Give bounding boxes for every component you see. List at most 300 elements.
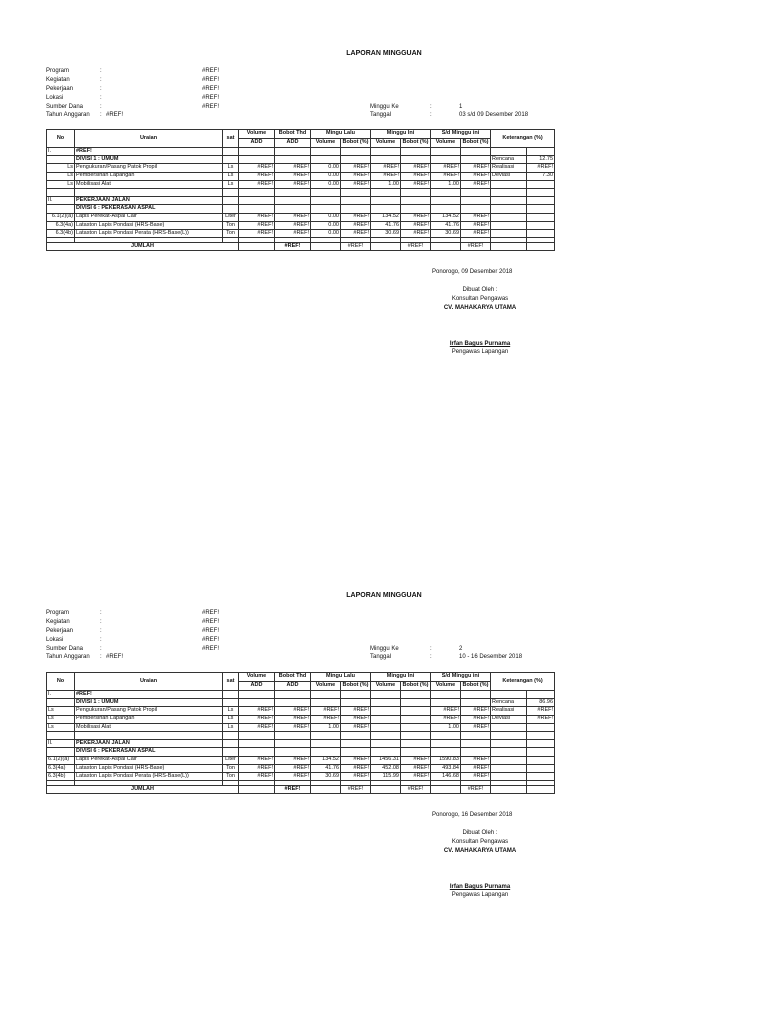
row-sd-volume: 146.68	[431, 772, 461, 780]
header-volume: Volume	[311, 139, 341, 148]
row-uraian: Pembersihan Lapangan	[75, 172, 223, 180]
row-uraian: Pengukuran/Pasang Patok Propil	[75, 707, 223, 715]
row-sd-volume	[431, 197, 461, 205]
row-ini-bobot: #REF!	[401, 172, 431, 180]
row-lalu-volume	[311, 148, 341, 156]
header-bobot-pct: Bobot (%)	[341, 139, 371, 148]
row-no	[47, 731, 75, 739]
table-body	[47, 691, 555, 781]
row-volume-add: #REF!	[239, 180, 275, 188]
row-sat: Ton	[223, 772, 239, 780]
row-sat	[223, 205, 239, 213]
row-bobot-add	[275, 699, 311, 707]
row-volume-add: #REF!	[239, 756, 275, 764]
row-keterangan-value	[527, 197, 555, 205]
row-uraian: Mobilisasi Alat	[75, 723, 223, 731]
row-ini-volume: 41.76	[371, 221, 401, 229]
row-sd-volume	[431, 731, 461, 739]
row-sd-volume	[431, 691, 461, 699]
row-keterangan-label	[491, 197, 527, 205]
row-lalu-bobot	[341, 699, 371, 707]
row-no	[47, 748, 75, 756]
header-volume: Volume	[371, 682, 401, 691]
row-keterangan-label: Rencana	[491, 156, 527, 164]
row-volume-add: #REF!	[239, 164, 275, 172]
info-label: Pekerjaan	[46, 86, 74, 92]
header-sat: sat	[223, 673, 239, 691]
company-name: CV. MAHAKARYA UTAMA	[443, 848, 517, 854]
table-row	[47, 748, 555, 756]
row-keterangan-label	[491, 756, 527, 764]
signer-position: Pengawas Lapangan	[451, 892, 509, 898]
row-bobot-add	[275, 740, 311, 748]
row-volume-add: #REF!	[239, 772, 275, 780]
table-row	[47, 723, 555, 731]
row-keterangan-value	[527, 764, 555, 772]
row-ini-bobot: #REF!	[401, 756, 431, 764]
row-lalu-volume	[311, 691, 341, 699]
row-no: Ls	[47, 180, 75, 188]
row-lalu-bobot: #REF!	[341, 180, 371, 188]
report-title: LAPORAN MINGGUAN	[346, 592, 422, 599]
info-label: Lokasi	[46, 95, 64, 101]
header-mingu-lalu: Mingu Lalu	[311, 130, 371, 139]
row-ini-bobot	[401, 715, 431, 723]
row-bobot-add	[275, 748, 311, 756]
row-sd-volume	[431, 748, 461, 756]
row-sd-volume: 1.00	[431, 723, 461, 731]
row-lalu-volume: 0.00	[311, 164, 341, 172]
row-bobot-add: #REF!	[275, 213, 311, 221]
row-lalu-bobot: #REF!	[341, 213, 371, 221]
row-ini-bobot	[401, 148, 431, 156]
row-lalu-bobot: #REF!	[341, 229, 371, 237]
row-keterangan-label: Deviasi	[491, 715, 527, 723]
row-sd-volume	[431, 740, 461, 748]
row-ini-volume	[371, 205, 401, 213]
total-ini: #REF!	[401, 786, 431, 794]
header-no: No	[47, 130, 75, 148]
tanggal-label: Tanggal	[370, 654, 392, 660]
row-sat: Ls	[223, 164, 239, 172]
info-value: #REF!	[202, 68, 220, 74]
row-ini-bobot	[401, 691, 431, 699]
header-add: ADD	[239, 139, 275, 148]
row-sat: Ls	[223, 723, 239, 731]
row-keterangan-value	[527, 756, 555, 764]
row-lalu-volume: 30.69	[311, 772, 341, 780]
row-uraian: Lataston Lapis Pondasi (HRS-Base)	[75, 221, 223, 229]
table-row	[47, 197, 555, 205]
row-ini-bobot	[401, 748, 431, 756]
row-volume-add	[239, 740, 275, 748]
row-lalu-bobot: #REF!	[341, 764, 371, 772]
colon: :	[430, 104, 432, 110]
table-row	[47, 148, 555, 156]
row-sd-bobot	[461, 156, 491, 164]
header-volume: Volume	[239, 673, 275, 682]
row-sd-volume: 134.52	[431, 213, 461, 221]
total-sd: #REF!	[461, 786, 491, 794]
row-keterangan-value	[527, 205, 555, 213]
row-lalu-volume	[311, 188, 341, 196]
header-add: ADD	[239, 682, 275, 691]
row-no: 6.1(2)(a)	[47, 756, 75, 764]
dibuat-oleh: Dibuat Oleh :	[462, 287, 498, 293]
place-date: Ponorogo, 16 Desember 2018	[432, 812, 513, 818]
total-bobot: #REF!	[275, 786, 311, 794]
row-bobot-add: #REF!	[275, 772, 311, 780]
row-ini-bobot: #REF!	[401, 180, 431, 188]
row-sat	[223, 691, 239, 699]
header-sd-minggu-ini: S/d Minggu ini	[431, 130, 491, 139]
row-sat: Ls	[223, 172, 239, 180]
row-bobot-add: #REF!	[275, 764, 311, 772]
row-keterangan-label	[491, 772, 527, 780]
row-sd-bobot	[461, 148, 491, 156]
info-value: #REF!	[202, 95, 220, 101]
row-volume-add	[239, 205, 275, 213]
row-uraian: #REF!	[75, 691, 223, 699]
row-uraian: DIVISI 6 : PEKERASAN ASPAL	[75, 748, 223, 756]
header-uraian: Uraian	[75, 673, 223, 691]
row-sat	[223, 740, 239, 748]
row-sat	[223, 731, 239, 739]
row-keterangan-value: #REF!	[527, 707, 555, 715]
row-sd-bobot	[461, 691, 491, 699]
minggu-value: 2	[459, 646, 463, 652]
progress-table	[46, 129, 555, 251]
info-value: #REF!	[202, 77, 220, 83]
row-ini-bobot	[401, 699, 431, 707]
row-volume-add	[239, 691, 275, 699]
row-ini-bobot: #REF!	[401, 213, 431, 221]
row-ini-volume: 30.69	[371, 229, 401, 237]
row-sat	[223, 197, 239, 205]
table-row	[47, 180, 555, 188]
table-row	[47, 172, 555, 180]
header-uraian: Uraian	[75, 130, 223, 148]
row-ini-volume	[371, 731, 401, 739]
table-row	[47, 156, 555, 164]
row-volume-add: #REF!	[239, 172, 275, 180]
colon: :	[100, 619, 102, 625]
row-sd-bobot	[461, 731, 491, 739]
table-row	[47, 699, 555, 707]
row-keterangan-label	[491, 205, 527, 213]
row-bobot-add: #REF!	[275, 723, 311, 731]
row-lalu-volume	[311, 156, 341, 164]
row-sd-volume: 1.00	[431, 180, 461, 188]
row-sd-bobot: #REF!	[461, 180, 491, 188]
row-lalu-volume	[311, 740, 341, 748]
row-volume-add	[239, 731, 275, 739]
row-no: Ls	[47, 707, 75, 715]
row-keterangan-label	[491, 221, 527, 229]
row-uraian: Lataston Lapis Pondasi Perata (HRS-Base(L))	[75, 229, 223, 237]
row-ini-volume: 1456.31	[371, 756, 401, 764]
row-bobot-add: #REF!	[275, 756, 311, 764]
colon: :	[100, 610, 102, 616]
row-volume-add: #REF!	[239, 715, 275, 723]
row-bobot-add	[275, 197, 311, 205]
info-label: Lokasi	[46, 637, 64, 643]
header-bobot-pct: Bobot (%)	[461, 682, 491, 691]
row-ini-volume	[371, 748, 401, 756]
row-volume-add	[239, 748, 275, 756]
colon: :	[100, 112, 102, 118]
header-add: ADD	[275, 682, 311, 691]
header-bobot-pct: Bobot (%)	[401, 682, 431, 691]
table-row	[47, 756, 555, 764]
header-bobot-pct: Bobot (%)	[401, 139, 431, 148]
row-no: 6.1(2)(a)	[47, 213, 75, 221]
report-title: LAPORAN MINGGUAN	[346, 50, 422, 57]
row-volume-add	[239, 699, 275, 707]
row-bobot-add: #REF!	[275, 229, 311, 237]
info-value: #REF!	[202, 619, 220, 625]
row-no	[47, 205, 75, 213]
row-ini-volume: 452.08	[371, 764, 401, 772]
row-uraian: DIVISI 1 : UMUM	[75, 699, 223, 707]
colon: :	[100, 646, 102, 652]
colon: :	[100, 68, 102, 74]
row-sat	[223, 156, 239, 164]
row-lalu-bobot: #REF!	[341, 221, 371, 229]
row-lalu-volume: 0.00	[311, 213, 341, 221]
info-label: Pekerjaan	[46, 628, 74, 634]
row-ini-volume	[371, 691, 401, 699]
row-volume-add	[239, 148, 275, 156]
row-uraian: PEKERJAAN JALAN	[75, 740, 223, 748]
row-keterangan-value	[527, 731, 555, 739]
row-lalu-bobot	[341, 740, 371, 748]
row-sd-bobot: #REF!	[461, 707, 491, 715]
row-uraian: Lataston Lapis Pondasi (HRS-Base)	[75, 764, 223, 772]
row-sat: Ls	[223, 180, 239, 188]
jumlah-label: JUMLAH	[47, 786, 239, 794]
row-sat: Ton	[223, 764, 239, 772]
row-ini-volume	[371, 188, 401, 196]
row-bobot-add: #REF!	[275, 164, 311, 172]
row-sat: Ton	[223, 221, 239, 229]
row-no: II.	[47, 197, 75, 205]
minggu-label: Minggu Ke	[370, 104, 399, 110]
table-row	[47, 188, 555, 196]
colon: :	[430, 112, 432, 118]
row-keterangan-label	[491, 723, 527, 731]
row-volume-add: #REF!	[239, 723, 275, 731]
info-label: Tahun Anggaran	[46, 112, 90, 118]
row-lalu-bobot: #REF!	[341, 707, 371, 715]
row-keterangan-label	[491, 148, 527, 156]
row-ini-volume: 1.00	[371, 180, 401, 188]
row-volume-add: #REF!	[239, 764, 275, 772]
table-row	[47, 213, 555, 221]
row-keterangan-value	[527, 229, 555, 237]
row-ini-volume	[371, 715, 401, 723]
row-no	[47, 188, 75, 196]
row-bobot-add	[275, 691, 311, 699]
row-sd-volume: #REF!	[431, 707, 461, 715]
total-sd: #REF!	[461, 243, 491, 251]
row-keterangan-value: #REF!	[527, 715, 555, 723]
header-bobot-pct: Bobot (%)	[461, 139, 491, 148]
row-uraian: Mobilisasi Alat	[75, 180, 223, 188]
colon: :	[100, 654, 102, 660]
row-bobot-add	[275, 188, 311, 196]
row-no: II.	[47, 740, 75, 748]
tanggal-value: 03 s/d 09 Desember 2018	[459, 112, 529, 118]
row-ini-volume	[371, 723, 401, 731]
row-sd-bobot: #REF!	[461, 213, 491, 221]
info-label: Kegiatan	[46, 77, 70, 83]
row-keterangan-value	[527, 148, 555, 156]
row-sd-bobot	[461, 740, 491, 748]
table-row	[47, 715, 555, 723]
row-no: 6.3(4b)	[47, 772, 75, 780]
row-sd-bobot: #REF!	[461, 229, 491, 237]
row-keterangan-value	[527, 188, 555, 196]
row-ini-volume	[371, 707, 401, 715]
total-bobot: #REF!	[275, 243, 311, 251]
jumlah-label: JUMLAH	[47, 243, 239, 251]
row-uraian	[75, 731, 223, 739]
row-lalu-bobot	[341, 197, 371, 205]
signer-position: Pengawas Lapangan	[451, 349, 509, 355]
row-sat: Ton	[223, 229, 239, 237]
row-uraian: Lapis Perekat-Aspal Cair	[75, 756, 223, 764]
row-bobot-add	[275, 148, 311, 156]
row-keterangan-value: 86.96	[527, 699, 555, 707]
table-body	[47, 148, 555, 238]
row-no: Ls	[47, 715, 75, 723]
row-no: Ls	[47, 723, 75, 731]
row-bobot-add: #REF!	[275, 180, 311, 188]
row-ini-bobot: #REF!	[401, 229, 431, 237]
row-sd-volume: #REF!	[431, 172, 461, 180]
row-sat	[223, 188, 239, 196]
header-volume: Volume	[311, 682, 341, 691]
signer-name: Irfan Bagus Purnama	[449, 884, 511, 890]
row-ini-bobot: #REF!	[401, 221, 431, 229]
row-ini-bobot: #REF!	[401, 764, 431, 772]
row-lalu-volume: 134.52	[311, 756, 341, 764]
row-keterangan-value	[527, 180, 555, 188]
row-ini-volume	[371, 148, 401, 156]
colon: :	[430, 654, 432, 660]
row-lalu-volume: 0.00	[311, 221, 341, 229]
colon: :	[100, 104, 102, 110]
header-sd-minggu-ini: S/d Minggu ini	[431, 673, 491, 682]
row-sd-bobot	[461, 188, 491, 196]
row-sd-bobot: #REF!	[461, 772, 491, 780]
row-no	[47, 699, 75, 707]
header-no: No	[47, 673, 75, 691]
row-sat	[223, 148, 239, 156]
place-date: Ponorogo, 09 Desember 2018	[432, 269, 513, 275]
total-ini: #REF!	[401, 243, 431, 251]
row-uraian: DIVISI 6 : PEKERASAN ASPAL	[75, 205, 223, 213]
row-ini-bobot	[401, 197, 431, 205]
row-sd-volume	[431, 156, 461, 164]
row-keterangan-value: #REF!	[527, 164, 555, 172]
tanggal-value: 10 - 16 Desember 2018	[459, 654, 523, 660]
row-lalu-volume: 0.00	[311, 180, 341, 188]
row-sd-volume: 1590.83	[431, 756, 461, 764]
row-bobot-add: #REF!	[275, 221, 311, 229]
row-sd-bobot: #REF!	[461, 764, 491, 772]
header-sat: sat	[223, 130, 239, 148]
row-sd-bobot: #REF!	[461, 756, 491, 764]
row-sd-volume: #REF!	[431, 715, 461, 723]
row-keterangan-value	[527, 748, 555, 756]
row-lalu-bobot: #REF!	[341, 172, 371, 180]
row-uraian: Pengukuran/Pasang Patok Propil	[75, 164, 223, 172]
row-keterangan-label	[491, 229, 527, 237]
row-lalu-volume: #REF!	[311, 707, 341, 715]
row-lalu-volume	[311, 748, 341, 756]
row-ini-volume: 134.52	[371, 213, 401, 221]
row-lalu-volume: #REF!	[311, 715, 341, 723]
row-lalu-bobot	[341, 748, 371, 756]
row-keterangan-value	[527, 213, 555, 221]
row-no: I.	[47, 148, 75, 156]
row-bobot-add: #REF!	[275, 715, 311, 723]
row-keterangan-label	[491, 213, 527, 221]
row-uraian: Pembersihan Lapangan	[75, 715, 223, 723]
colon: :	[100, 628, 102, 634]
row-ini-volume: #REF!	[371, 172, 401, 180]
row-uraian	[75, 188, 223, 196]
info-value: #REF!	[202, 637, 220, 643]
row-no	[47, 156, 75, 164]
row-sd-volume	[431, 188, 461, 196]
table-row	[47, 740, 555, 748]
row-sd-bobot	[461, 197, 491, 205]
header-bobot: Bobot Thd	[275, 673, 311, 682]
info-value: #REF!	[202, 86, 220, 92]
row-no: Ls	[47, 164, 75, 172]
row-lalu-bobot	[341, 731, 371, 739]
table-row	[47, 731, 555, 739]
row-ini-volume	[371, 197, 401, 205]
header-add: ADD	[275, 139, 311, 148]
table-row	[47, 707, 555, 715]
row-no: 6.3(4a)	[47, 221, 75, 229]
row-lalu-bobot	[341, 148, 371, 156]
row-keterangan-label: Realisasi	[491, 707, 527, 715]
row-sd-bobot: #REF!	[461, 221, 491, 229]
row-ini-bobot	[401, 731, 431, 739]
row-no: 6.3(4b)	[47, 229, 75, 237]
row-lalu-bobot: #REF!	[341, 772, 371, 780]
row-ini-bobot	[401, 740, 431, 748]
row-uraian: DIVISI 1 : UMUM	[75, 156, 223, 164]
header-volume: Volume	[239, 130, 275, 139]
info-value: #REF!	[202, 646, 220, 652]
row-keterangan-value	[527, 723, 555, 731]
row-ini-volume	[371, 156, 401, 164]
total-lalu: #REF!	[341, 243, 371, 251]
header-keterangan: Keterangan (%)	[491, 130, 555, 148]
row-uraian: Lataston Lapis Pondasi Perata (HRS-Base(L))	[75, 772, 223, 780]
row-lalu-volume: 1.00	[311, 723, 341, 731]
row-sat	[223, 699, 239, 707]
table-row	[47, 772, 555, 780]
info-label: Sumber Dana	[46, 646, 84, 652]
row-keterangan-label: Realisasi	[491, 164, 527, 172]
